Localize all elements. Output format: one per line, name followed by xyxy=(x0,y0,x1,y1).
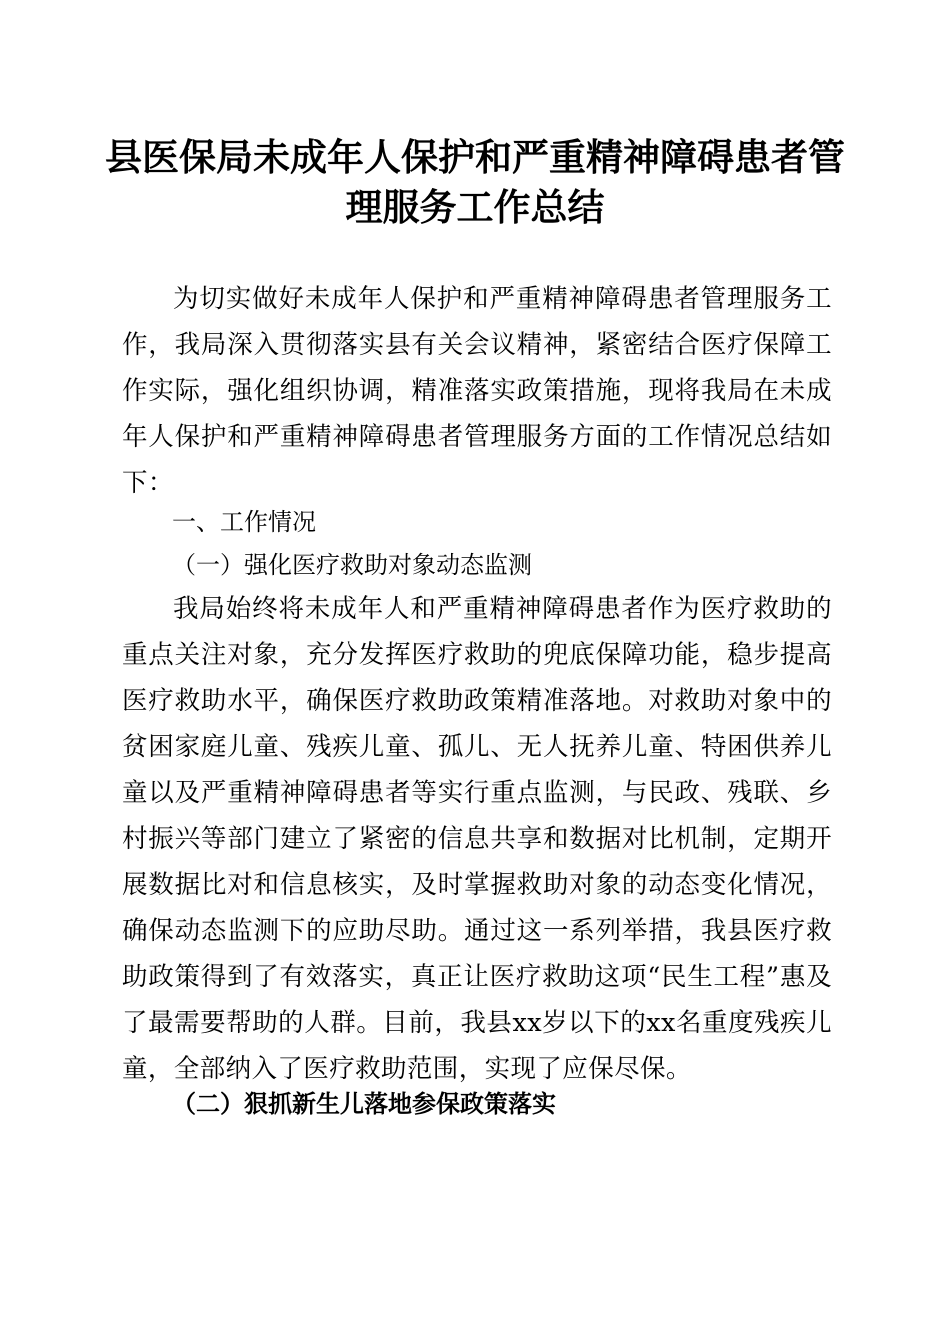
section-heading-work-status: 一、工作情况 xyxy=(172,508,316,536)
document-title-line-2: 理服务工作总结 xyxy=(345,185,605,229)
subsection-heading-2: （二）狠抓新生儿落地参保政策落实 xyxy=(172,1089,556,1118)
document-title-line-1: 县医保局未成年人保护和严重精神障碍患者管 xyxy=(105,135,845,179)
subsection-1-paragraph: 我局始终将未成年人和严重精神障碍患者作为医疗救助的重点关注对象，充分发挥医疗救助的兜底保障功能，稳步提高医疗救助水平，确保医疗救助政策精准落地。对救助对象中的贫困家庭儿童、残疾儿童、孤儿、无人抚养儿童、特困供养儿童以及严重精神障碍患者等实行重点监测，与民政、残联、乡村振兴等部门建立了紧密的信息共享和数据对比机制，定期开展数据比对和信息核实，及时掌握救助对象的动态变化情况，确保动态监测下的应助尽助。通过这一系列举措，我县医疗救助政策得到了有效落实，真正让医疗救助这项“民生工程”惠及了最需要帮助的人群。目前，我县xx岁以下的xx名重度残疾儿童，全部纳入了医疗救助范围，实现了应保尽保。 xyxy=(122,594,832,1084)
subsection-heading-1: （一）强化医疗救助对象动态监测 xyxy=(172,551,532,579)
intro-paragraph: 为切实做好未成年人保护和严重精神障碍患者管理服务工作，我局深入贯彻落实县有关会议精神，紧密结合医疗保障工作实际，强化组织协调，精准落实政策措施，现将我局在未成年人保护和严重精神障碍患者管理服务方面的工作情况总结如下： xyxy=(122,284,832,498)
